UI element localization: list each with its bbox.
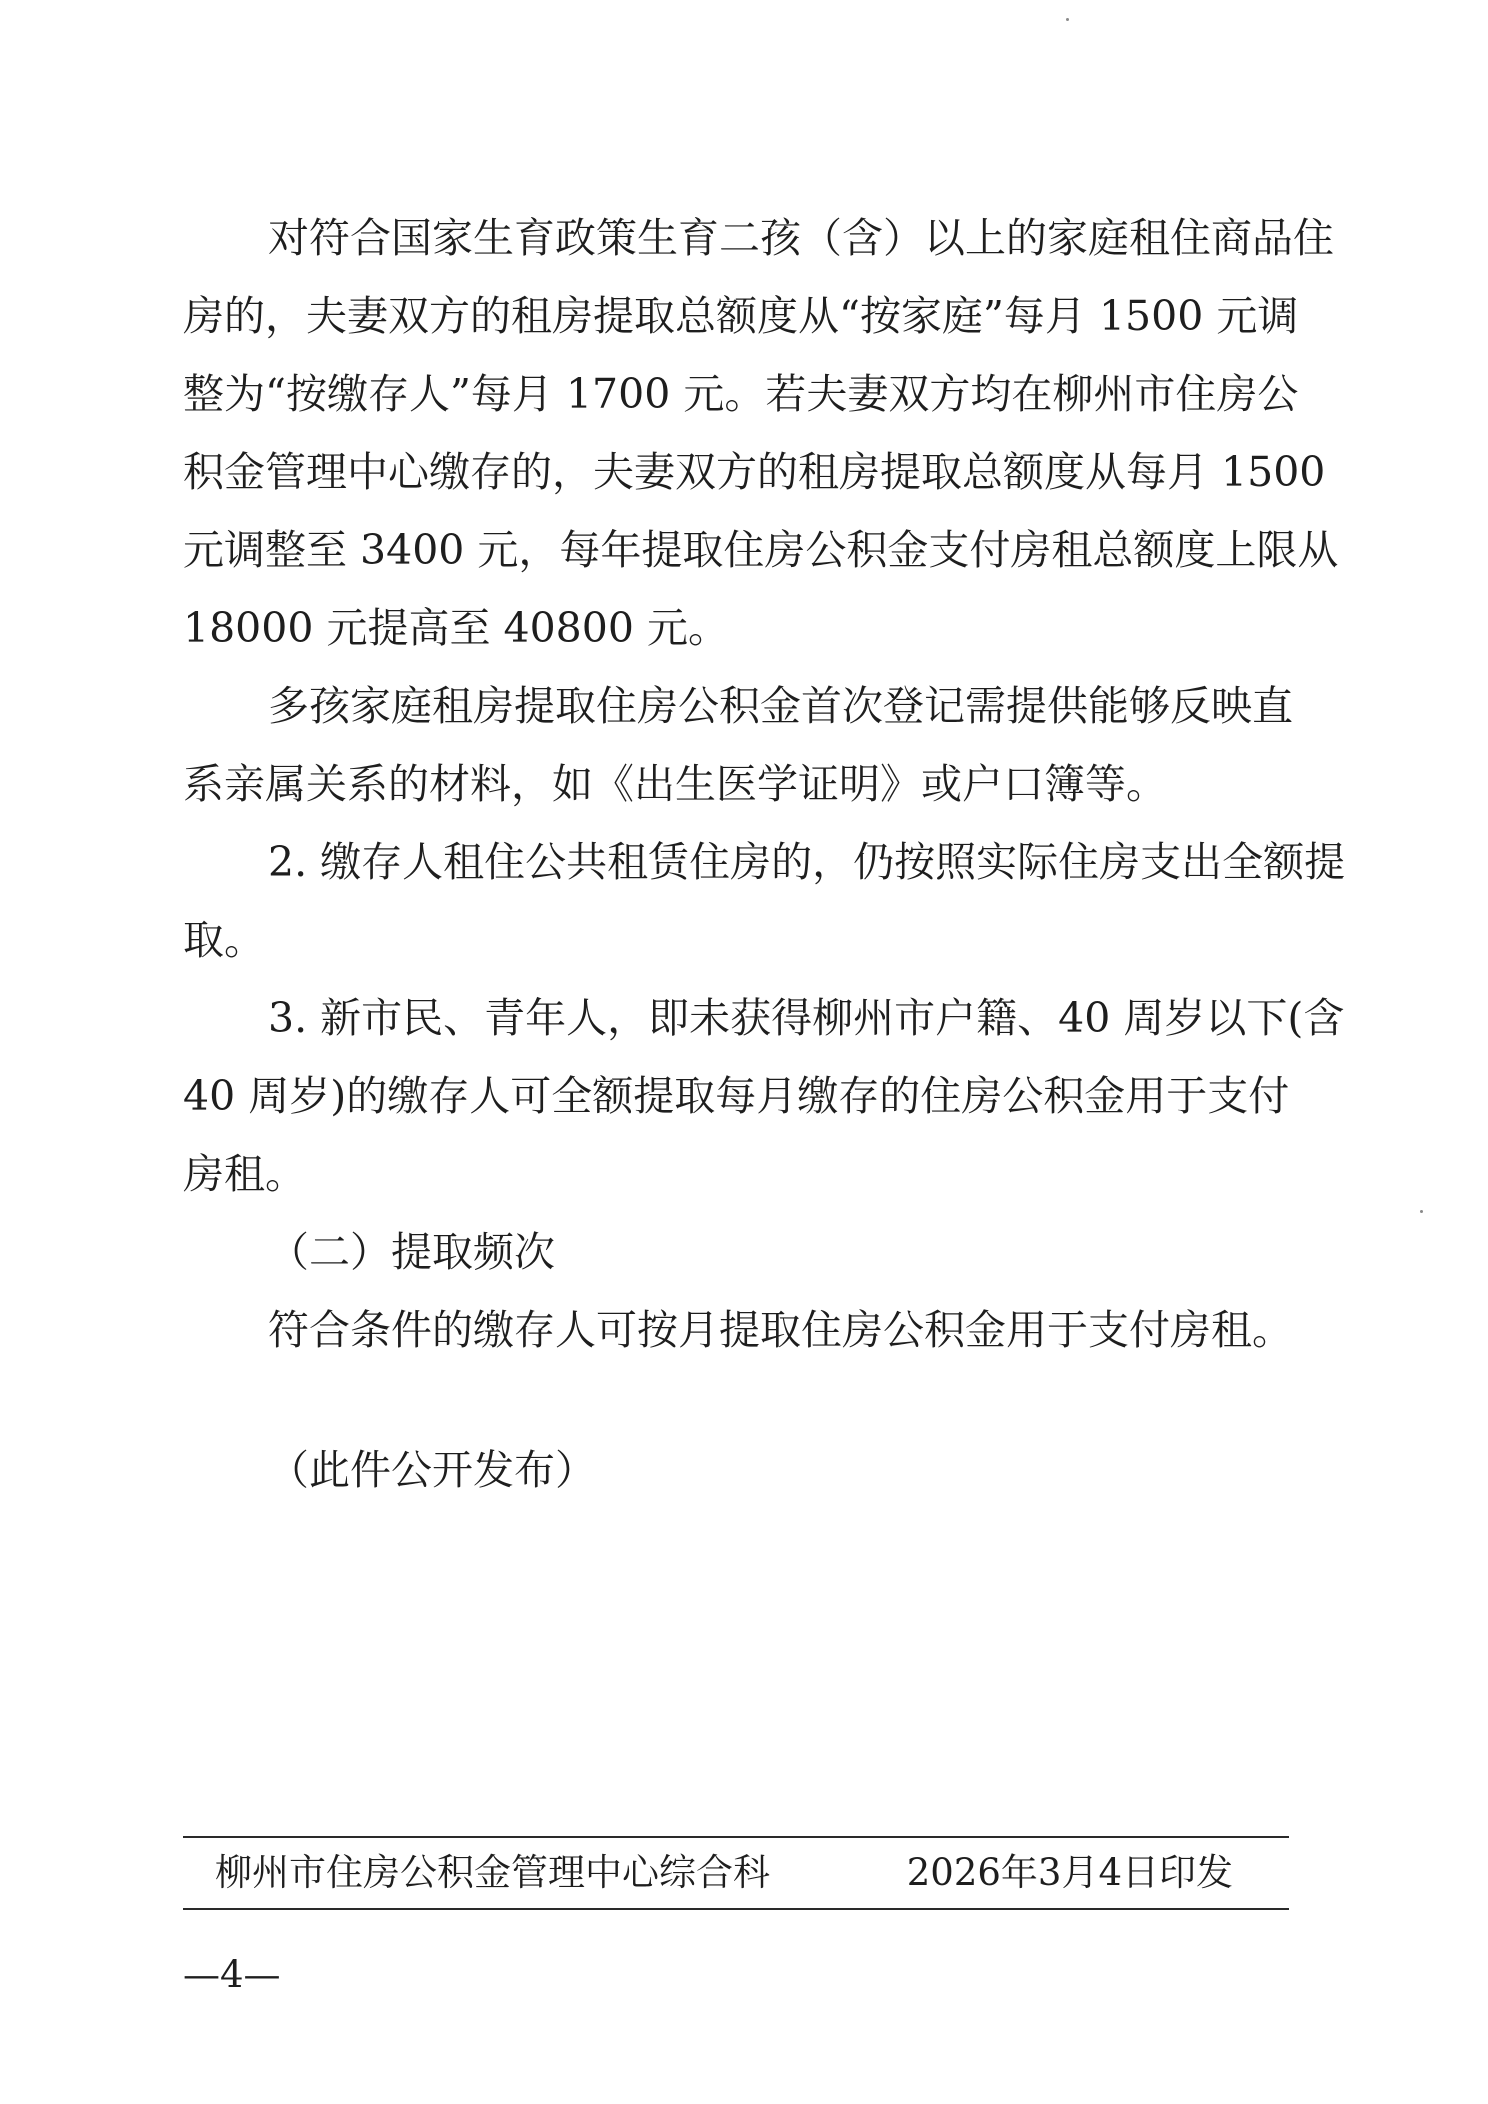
para1-line-4: 积金管理中心缴存的，夫妻双方的租房提取总额度从每月 1500 [183,448,1326,496]
public-release-note: （此件公开发布） [268,1446,596,1494]
para5-line-1: 符合条件的缴存人可按月提取住房公积金用于支付房租。 [268,1306,1293,1354]
footer-bottom-rule [183,1908,1289,1910]
para2-line-2: 系亲属关系的材料，如《出生医学证明》或户口簿等。 [183,760,1167,808]
para3-line-1: 2. 缴存人租住公共租赁住房的，仍按照实际住房支出全额提 [268,838,1346,886]
para1-line-5: 元调整至 3400 元，每年提取住房公积金支付房租总额度上限从 [183,526,1339,574]
para4-line-2: 40 周岁)的缴存人可全额提取每月缴存的住房公积金用于支付 [183,1072,1290,1120]
para1-line-6: 18000 元提高至 40800 元。 [183,604,729,652]
para1-line-2: 房的，夫妻双方的租房提取总额度从“按家庭”每月 1500 元调 [183,292,1299,340]
para1-line-3: 整为“按缴存人”每月 1700 元。若夫妻双方均在柳州市住房公 [183,370,1299,418]
para4-line-3: 房租。 [183,1150,306,1198]
para4-line-1: 3. 新市民、青年人，即未获得柳州市户籍、40 周岁以下(含 [268,994,1345,1042]
footer-date: 2026年3月4日印发 [906,1851,1233,1894]
page-number: —4— [183,1953,281,1996]
footer-top-rule [183,1836,1289,1838]
scan-speck [1066,18,1069,21]
scan-speck [1420,1210,1423,1213]
para1-line-1: 对符合国家生育政策生育二孩（含）以上的家庭租住商品住 [268,214,1334,262]
para2-line-1: 多孩家庭租房提取住房公积金首次登记需提供能够反映直 [268,682,1293,730]
section-heading: （二）提取频次 [268,1228,555,1276]
footer-issuer: 柳州市住房公积金管理中心综合科 [215,1851,770,1894]
para3-line-2: 取。 [183,916,265,964]
